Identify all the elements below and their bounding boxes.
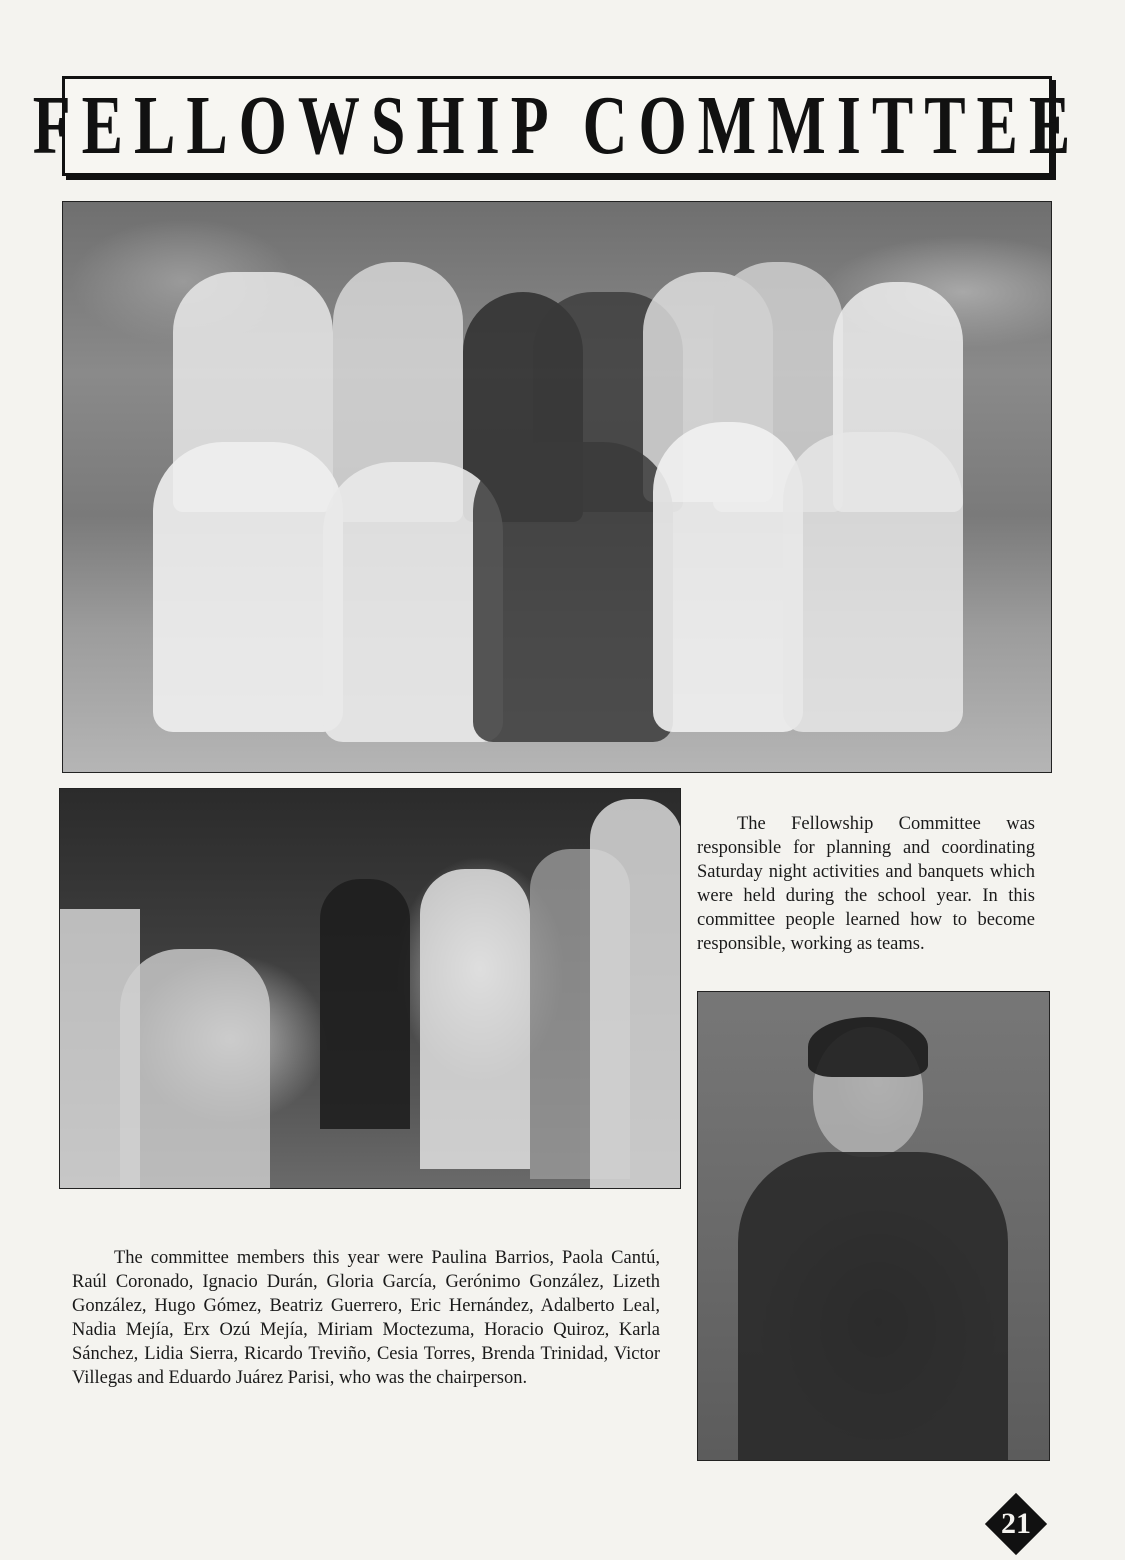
committee-members: The committee members this year were Paulina Barrios, Paola Cantú, Raúl Coronado, Ignacio Durán, Gloria García, Gerónimo González, Lizeth González, Hugo Gómez, Beatriz Guerrero, Eric Hernández, Adalberto Leal, Nadia Mejía, Erx Ozú Mejía, Miriam Moctezuma, Horacio Quiroz, Karla Sánchez, Lidia Sierra, Ricardo Treviño, Cesia Torres, Brenda Trinidad, Victor Villegas and Eduardo Juárez Parisi, who was the chairperson. — [72, 1248, 660, 1388]
group-photo — [62, 201, 1052, 773]
portrait-photo — [697, 991, 1050, 1461]
page-title: FELLOWSHIP COMMITTEE — [32, 79, 1082, 172]
dance-photo — [59, 788, 681, 1189]
page-number: 21 — [1001, 1507, 1031, 1540]
committee-description: The Fellowship Committee was responsible for planning and coordinating Saturday night activities and banquets which were held during the school year. In this committee people learned how to become responsible, working as teams. — [697, 814, 1035, 954]
page-title-box — [32, 76, 1082, 176]
page-number-badge — [984, 1492, 1048, 1556]
